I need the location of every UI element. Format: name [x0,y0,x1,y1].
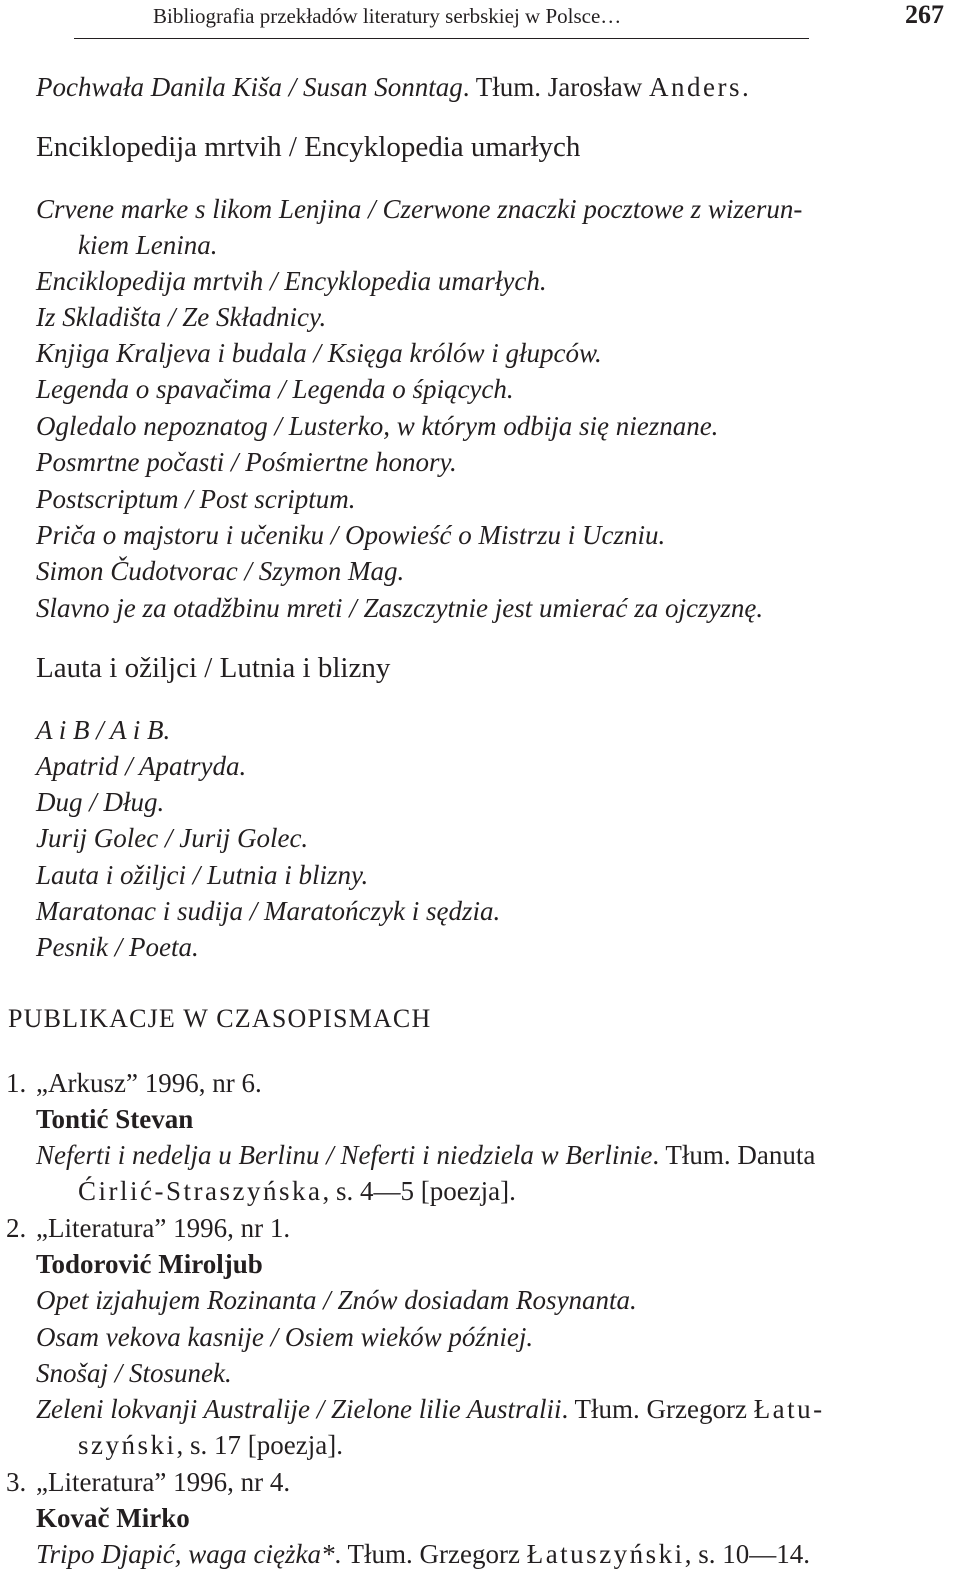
text-line [78,1428,343,1462]
translator-name: Ćirlić-Straszyńska [78,1176,323,1206]
text-line: Osam vekova kasnije / Osiem wieków później. [36,1322,534,1352]
subheading-line: Lauta i ožiljci / Lutnia i blizny [36,652,391,684]
text-line: Postscriptum / Post scriptum. [36,484,356,514]
text-line: Snošaj / Stosunek. [36,1358,232,1388]
text-line: Ogledalo nepoznatog / Lusterko, w którym odbija się nieznane. [36,411,719,441]
entry-author: Todorović Miroljub [36,1249,263,1279]
entry-source: „Literatura” 1996, nr 4. [36,1467,291,1497]
text-span: . Tłum. Danuta [652,1140,816,1170]
text-line [36,1392,825,1426]
title-text: Tripo Djapić, waga ciężka* [36,1539,335,1569]
text-span: , s. 17 [poezja]. [176,1430,343,1460]
text-span: . Tłum. Jarosław [462,72,650,102]
text-line [78,1174,516,1208]
header-rule [74,38,809,39]
text-line: Slavno je za otadžbinu mreti / Zaszczytnie jest umierać za ojczyznę. [36,593,764,623]
text-span: . Tłum. Grzegorz [561,1394,754,1424]
translator-name: Łatu- [753,1394,825,1424]
text-line: Opet izjahujem Rozinanta / Znów dosiadam Rosynanta. [36,1285,637,1315]
text-line: Knjiga Kraljeva i budala / Księga królów i głupców. [36,338,602,368]
text-span: , s. 10—14. [684,1539,810,1569]
entry-source: „Literatura” 1996, nr 1. [36,1213,291,1243]
text-line: Jurij Golec / Jurij Golec. [36,823,309,853]
text-line: Lauta i ožiljci / Lutnia i blizny. [36,860,369,890]
translator-name: Łatuszyński [526,1539,685,1569]
running-header: Bibliografia przekładów literatury serbskiej w Polsce… [153,4,622,28]
text-line: Maratonac i sudija / Maratończyk i sędzia. [36,896,501,926]
text-line [36,1138,815,1172]
text-span: , s. 4—5 [poezja]. [322,1176,516,1206]
text-span: . [742,72,749,102]
title-text: Neferti i nedelja u Berlinu / Neferti i niedziela w Berlinie [36,1140,653,1170]
entry-source: „Arkusz” 1996, nr 6. [36,1068,262,1098]
text-line: Enciklopedija mrtvih / Encyklopedia umarłych. [36,266,547,296]
entry-author: Tontić Stevan [36,1104,194,1134]
text-line: Simon Čudotvorac / Szymon Mag. [36,556,405,586]
text-line: Priča o majstoru i učeniku / Opowieść o Mistrzu i Uczniu. [36,520,666,550]
title-text: Zeleni lokvanji Australije / Zielone lilie Australii [36,1394,562,1424]
entry-number: 3. [6,1467,27,1497]
text-line: Iz Skladišta / Ze Składnicy. [36,302,327,332]
entry-number: 1. [6,1068,27,1098]
translator-name: szyński [78,1430,177,1460]
subheading-line: Enciklopedija mrtvih / Encyklopedia umarłych [36,131,581,163]
entry-number: 2. [6,1213,27,1243]
section-heading: PUBLIKACJE W CZASOPISMACH [8,1004,432,1033]
page-number: 267 [905,0,944,29]
text-span: . Tłum. Grzegorz [334,1539,527,1569]
text-line: Crvene marke s likom Lenjina / Czerwone znaczki pocztowe z wizerun- [36,194,803,224]
text-line: Posmrtne počasti / Pośmiertne honory. [36,447,457,477]
text-line [36,1537,810,1571]
translator-name: Anders [649,72,742,102]
text-line: Pesnik / Poeta. [36,932,199,962]
title-text: Pochwała Danila Kiša / Susan Sonntag [36,72,463,102]
text-line: A i B / A i B. [36,715,171,745]
text-line: kiem Lenina. [78,230,218,260]
text-line: Apatrid / Apatryda. [36,751,247,781]
text-line: Dug / Dług. [36,787,165,817]
text-line: Legenda o spavačima / Legenda o śpiących. [36,374,514,404]
text-line [36,70,749,104]
entry-author: Kovač Mirko [36,1503,190,1533]
